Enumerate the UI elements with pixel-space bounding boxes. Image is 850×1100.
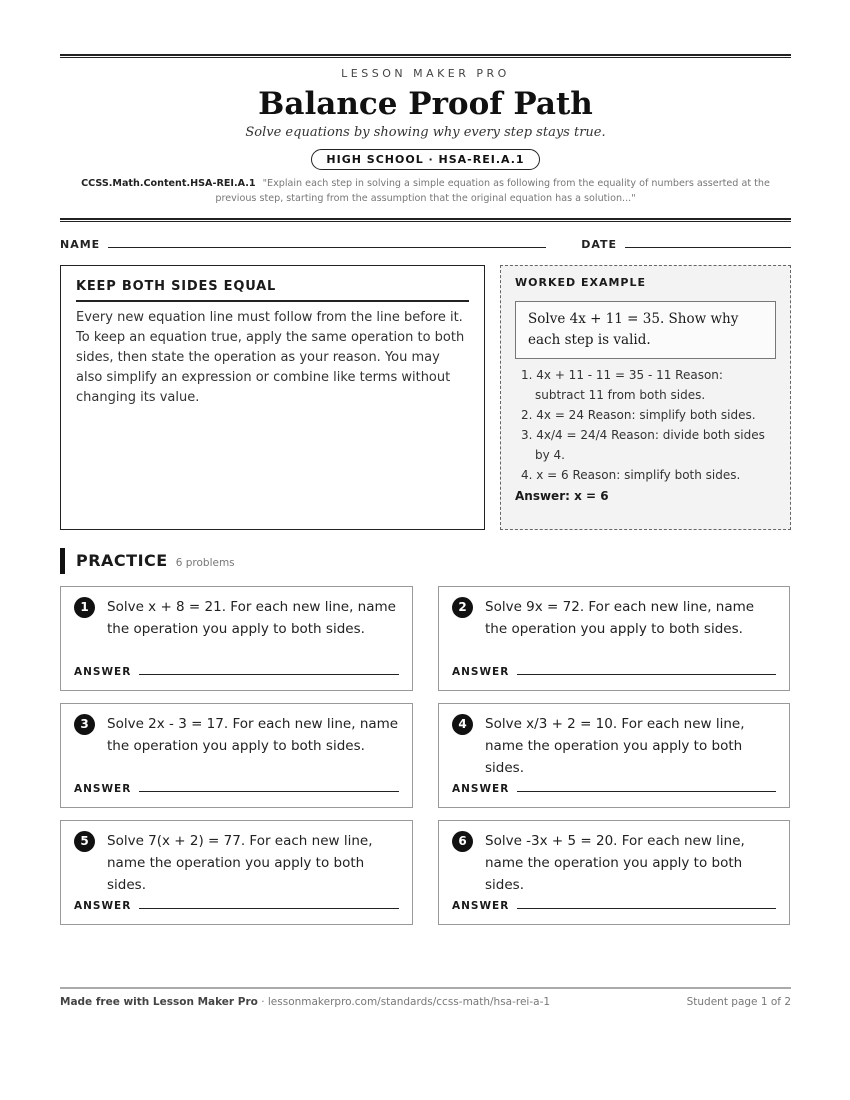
- footer-credit: [60, 996, 550, 1008]
- answer-label: ANSWER: [452, 666, 510, 678]
- date-label: DATE: [581, 238, 617, 251]
- worksheet-page: [60, 54, 791, 925]
- problem-text: Solve 7(x + 2) = 77. For each new line, name the operation you apply to both sides.: [107, 833, 373, 893]
- problem-number: 4: [452, 714, 473, 735]
- page-subtitle: Solve equations by showing why every step stays true.: [245, 125, 606, 140]
- problem-grid: [60, 586, 791, 925]
- practice-title: PRACTICE: [76, 551, 168, 570]
- worked-step: 3. 4x/4 = 24/4 Reason: divide both sides by 4.: [521, 428, 765, 462]
- standard-description: [60, 176, 791, 206]
- answer-field[interactable]: [139, 791, 399, 792]
- name-field[interactable]: [108, 247, 546, 248]
- problem-number: 2: [452, 597, 473, 618]
- footer-page-number: Student page 1 of 2: [686, 996, 791, 1008]
- answer-field[interactable]: [517, 674, 776, 675]
- answer-field[interactable]: [517, 791, 776, 792]
- worked-step: 2. 4x = 24 Reason: simplify both sides.: [521, 408, 756, 422]
- keep-panel-body: Every new equation line must follow from the line before it. To keep an equation true, apply the same operation to both sides, then state the operation as your reason. You may also simplify an expression or combine like terms without changing its value.: [76, 310, 465, 405]
- worked-example-panel: [500, 265, 791, 530]
- standard-code: CCSS.Math.Content.HSA-REI.A.1: [81, 178, 256, 189]
- problem-number: 5: [74, 831, 95, 852]
- problem-card: [60, 586, 413, 691]
- keep-panel-title: KEEP BOTH SIDES EQUAL: [76, 279, 469, 302]
- worked-example-answer: Answer: x = 6: [515, 489, 609, 503]
- problem-text: Solve 9x = 72. For each new line, name the operation you apply to both sides.: [485, 599, 755, 637]
- worked-step: 4. x = 6 Reason: simplify both sides.: [521, 468, 741, 482]
- answer-label: ANSWER: [74, 783, 132, 795]
- problem-number: 1: [74, 597, 95, 618]
- grade-standard-badge: HIGH SCHOOL · HSA-REI.A.1: [311, 149, 539, 170]
- worked-example-problem: Solve 4x + 11 = 35. Show why each step is valid.: [515, 301, 776, 359]
- problem-text: Solve 2x - 3 = 17. For each new line, name the operation you apply to both sides.: [107, 716, 399, 754]
- answer-field[interactable]: [139, 908, 399, 909]
- keep-both-sides-panel: [60, 265, 485, 530]
- problem-number: 3: [74, 714, 95, 735]
- answer-label: ANSWER: [74, 900, 132, 912]
- page-footer: [60, 987, 791, 1008]
- worked-step: 1. 4x + 11 - 11 = 35 - 11 Reason: subtract 11 from both sides.: [521, 368, 723, 402]
- problem-card: [438, 820, 790, 925]
- footer-made-with: Made free with Lesson Maker Pro: [60, 996, 258, 1008]
- date-field[interactable]: [625, 247, 791, 248]
- problem-text: Solve x/3 + 2 = 10. For each new line, name the operation you apply to both sides.: [485, 716, 745, 776]
- footer-url[interactable]: · lessonmakerpro.com/standards/ccss-math/hsa-rei-a-1: [257, 996, 551, 1008]
- header-top-rule: [60, 54, 791, 58]
- header-bottom-rule: [60, 218, 791, 222]
- problem-card: [60, 820, 413, 925]
- name-date-row: [60, 238, 791, 251]
- problem-text: Solve -3x + 5 = 20. For each new line, name the operation you apply to both sides.: [485, 833, 745, 893]
- practice-count: 6 problems: [175, 557, 235, 569]
- problem-number: 6: [452, 831, 473, 852]
- worked-example-title: WORKED EXAMPLE: [515, 276, 646, 289]
- practice-section-header: [60, 548, 791, 574]
- problem-card: [60, 703, 413, 808]
- problem-text: Solve x + 8 = 21. For each new line, name the operation you apply to both sides.: [107, 599, 396, 637]
- worked-example-steps: [515, 365, 776, 485]
- answer-field[interactable]: [517, 908, 776, 909]
- page-title: Balance Proof Path: [258, 86, 593, 122]
- problem-card: [438, 586, 790, 691]
- answer-field[interactable]: [139, 674, 399, 675]
- answer-label: ANSWER: [452, 900, 510, 912]
- problem-card: [438, 703, 790, 808]
- name-label: NAME: [60, 238, 101, 251]
- answer-label: ANSWER: [452, 783, 510, 795]
- answer-label: ANSWER: [74, 666, 132, 678]
- brand-label: LESSON MAKER PRO: [341, 67, 510, 80]
- standard-text: "Explain each step in solving a simple equation as following from the equality of numbers asserted at the previous step, starting from the assumption that the original equation has a solution...": [215, 178, 770, 204]
